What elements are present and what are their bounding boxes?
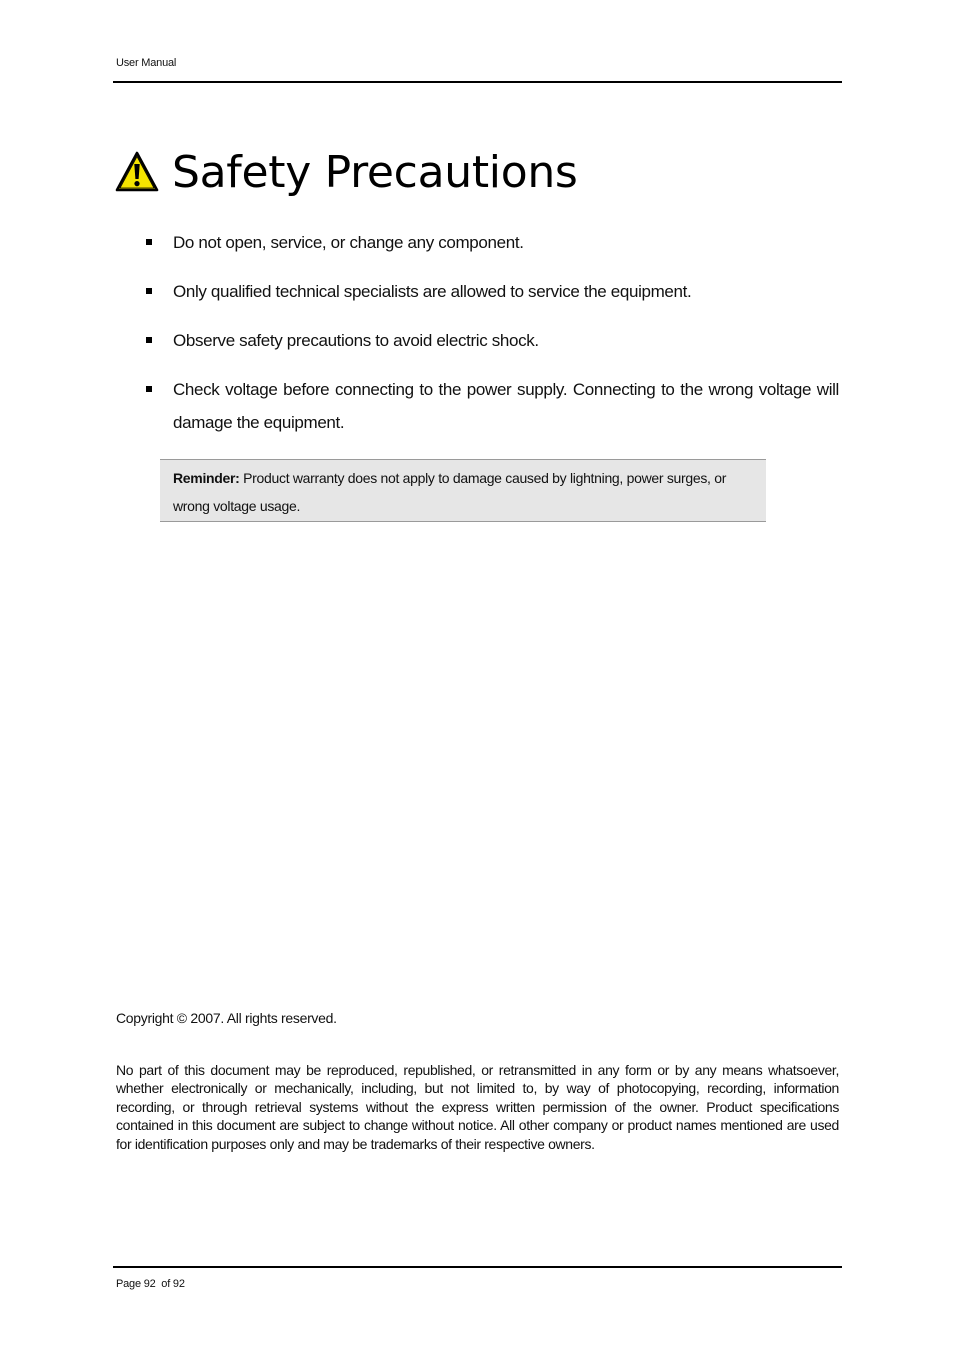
list-item-text: Check voltage before connecting to the power supply. Connecting to the wrong voltage will damage the equipment.: [173, 380, 839, 432]
square-bullet-icon: [146, 386, 152, 392]
page-title: Safety Precautions: [172, 146, 578, 198]
square-bullet-icon: [146, 288, 152, 294]
reminder-text: Product warranty does not apply to damage caused by lightning, power surges, or wrong voltage usage.: [173, 470, 727, 514]
reminder-label: Reminder:: [173, 470, 240, 486]
page-title-block: [115, 144, 578, 200]
square-bullet-icon: [146, 337, 152, 343]
list-item: [145, 373, 839, 439]
list-item-text: Do not open, service, or change any component.: [173, 233, 524, 252]
list-item-text: Observe safety precautions to avoid electric shock.: [173, 331, 539, 350]
copyright-line: Copyright © 2007. All rights reserved.: [116, 1010, 337, 1026]
reminder-note: [160, 459, 766, 522]
legal-notice: No part of this document may be reproduced, republished, or retransmitted in any form or by any means whatsoever, whether electronically or mechanically, including, but not limited to, by way of photocopying, recording, information recording, or through retrieval systems without the express written permission of the owner. Product specifications contained in this document are subject to change without notice. All other company or product names mentioned are used for identification purposes only and may be trademarks of their respective owners.: [116, 1062, 839, 1152]
running-header: User Manual: [116, 57, 177, 69]
header-divider: [113, 81, 842, 83]
square-bullet-icon: [146, 239, 152, 245]
list-item: [145, 226, 839, 259]
list-item: [145, 275, 839, 308]
page-number: Page 92 of 92: [116, 1278, 185, 1290]
warning-triangle-icon: [115, 150, 159, 194]
list-item-text: Only qualified technical specialists are allowed to service the equipment.: [173, 282, 692, 301]
footer-divider: [113, 1266, 842, 1268]
list-item: [145, 324, 839, 357]
safety-bullet-list: [145, 226, 839, 455]
